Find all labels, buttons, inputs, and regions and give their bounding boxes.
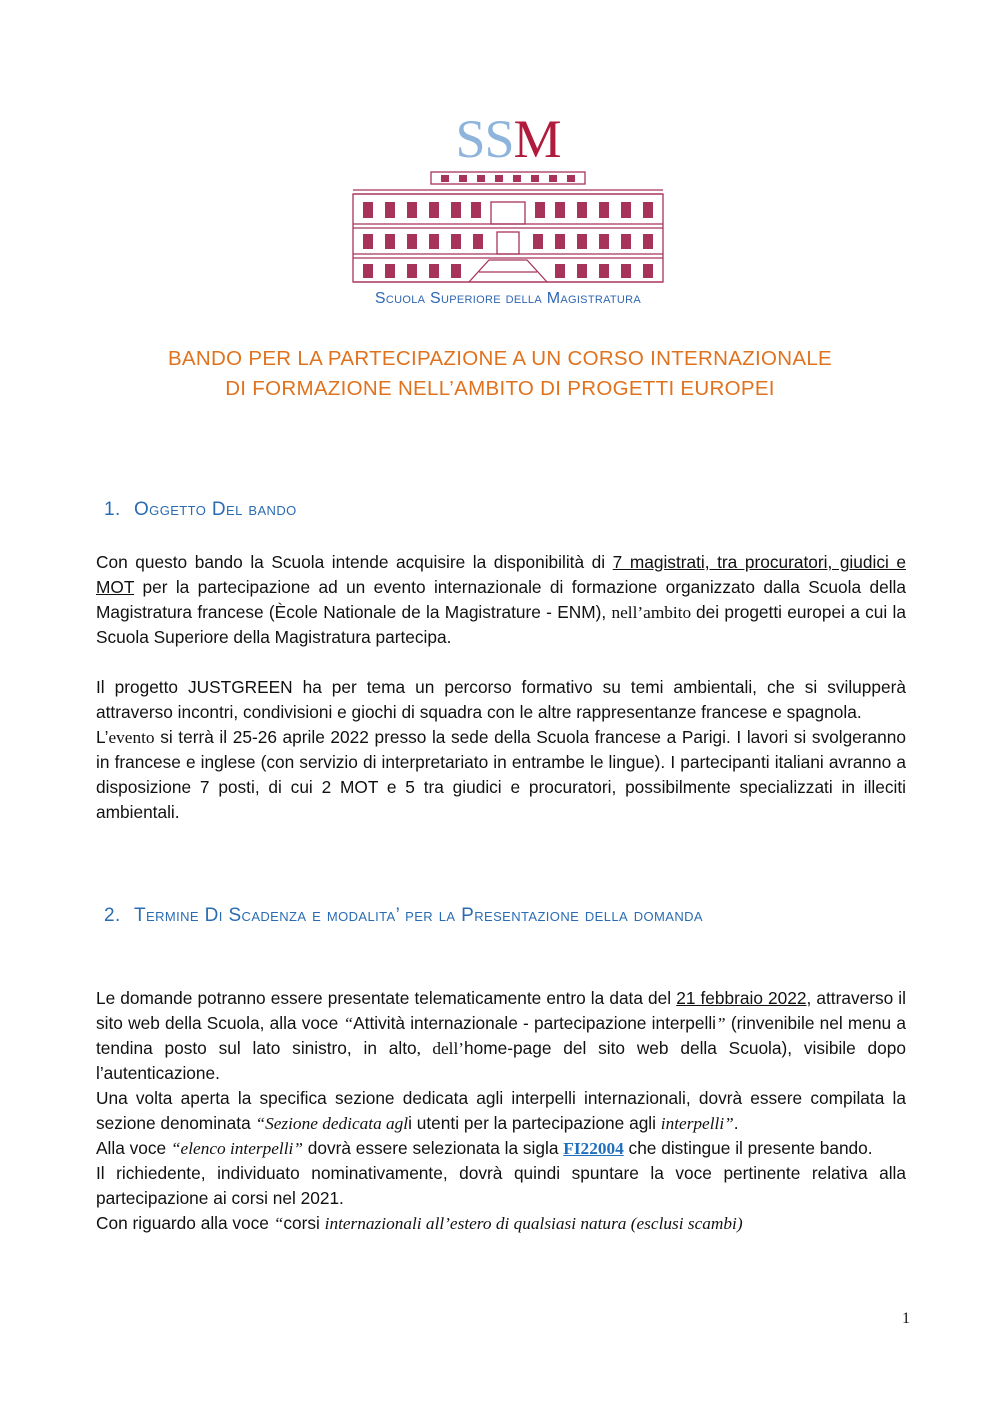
section-1-heading xyxy=(104,497,906,523)
s2p1-menu-item: Attività internazionale - partecipazione interpelli xyxy=(353,1013,717,1033)
s2p3-italic-b: “elenco interpelli” xyxy=(170,1139,303,1158)
logo-school-name: Scuola Superiore della Magistratura xyxy=(374,290,642,307)
palace-building-icon xyxy=(349,168,667,288)
s1p3-text-a: L’ xyxy=(96,727,109,747)
s1p1-text-a: Con questo bando la Scuola intende acquisire la disponibilità di xyxy=(96,552,613,572)
bando-title xyxy=(60,344,940,404)
s2p1-open-quote: “ xyxy=(343,1014,354,1033)
s1p3-text-c: si terrà il 25-26 aprile 2022 presso la sede della Scuola francese a Parigi. I lavori si svolgeranno in francese e inglese (con servizio di interpretariato in entrambe le lingue). I partecipanti italiani avranno a disposizione 7 posti, di cui 2 MOT e 5 tra giudici e procuratori, possibilmente specializzati in illeciti ambientali. xyxy=(96,727,906,822)
section-2-heading xyxy=(104,903,906,929)
logo-mark-m: M xyxy=(513,109,561,169)
section-2-body xyxy=(96,986,906,1236)
section-2-number: 2. xyxy=(104,905,121,926)
section-1-body xyxy=(96,550,906,825)
s2p5-text-a: Con riguardo alla voce xyxy=(96,1213,274,1233)
logo-mark xyxy=(348,109,668,169)
section-2-title: Termine Di Scadenza e modalita’ per la Presentazione della domanda xyxy=(134,905,703,926)
s2p5-italic-d: internazionali all’estero di qualsiasi natura (esclusi scambi) xyxy=(324,1214,743,1233)
s2p2-italic-d: interpelli” xyxy=(660,1114,734,1133)
section-1-paragraph-2: Il progetto JUSTGREEN ha per tema un percorso formativo su temi ambientali, che si svilupperà attraverso incontri, condivisioni e giochi di squadra con le altre rappresentanze francese e spagnola. xyxy=(96,677,906,722)
section-2-paragraph-4: Il richiedente, individuato nominativamente, dovrà quindi spuntare la voce pertinente relativa alla partecipazione ai corsi nel 2021. xyxy=(96,1163,906,1208)
s2p1-text-h: home-page del sito web della Scuola), visibile dopo l’autenticazione. xyxy=(96,1038,906,1083)
page-number: 1 xyxy=(902,1310,910,1327)
s1p1-text-d: dei progetti europei a cui la Scuola Superiore della Magistratura partecipa. xyxy=(96,602,906,647)
s1p3-text-b: evento xyxy=(108,728,155,747)
s2p1-text-b: , attraverso il sito web della Scuola, alla voce xyxy=(96,988,906,1033)
s2p1-text-g: , dell’ xyxy=(416,1039,464,1058)
s2p3-text-c: dovrà essere selezionata la sigla xyxy=(302,1138,564,1158)
s2p2-italic-b: “Sezione dedicata agl xyxy=(255,1114,409,1133)
ssm-logo xyxy=(348,109,668,312)
section-2-paragraph-3 xyxy=(96,1136,906,1161)
bando-title-line-1: BANDO PER LA PARTECIPAZIONE A UN CORSO INTERNAZIONALE xyxy=(167,347,833,370)
section-2-paragraph-1 xyxy=(96,986,906,1086)
s2p1-text-f: (rinvenibile nel menu a tendina posto sul lato sinistro, in alto xyxy=(96,1013,907,1058)
section-1-title: Oggetto Del bando xyxy=(134,499,297,520)
s2p3-text-d: che distingue il presente bando. xyxy=(623,1138,873,1158)
section-1-paragraph-1 xyxy=(96,550,906,650)
s2p2-text-a: Una volta aperta la specifica sezione dedicata agli interpelli internazionali, dovrà essere compilata la sezione denominata xyxy=(96,1088,906,1133)
s2p3-text-a: Alla voce xyxy=(96,1138,171,1158)
s2p5-text-c: corsi xyxy=(283,1213,325,1233)
s1p1-underlined-magistrati: 7 magistrati, tra procuratori, giudici e MOT xyxy=(96,552,906,597)
section-1-number: 1. xyxy=(104,499,121,520)
s1p1-text-b: per la partecipazione ad un evento internazionale di formazione organizzato dalla Scuola della Magistratura francese (Ècole Nationale de la Magistrature - ENM), xyxy=(96,577,906,622)
section-2-paragraph-5 xyxy=(96,1211,906,1236)
s2p2-text-e: . xyxy=(733,1113,739,1133)
s2p1-close-quote: ” xyxy=(716,1014,726,1033)
s2p2-text-c: i utenti per la partecipazione agli xyxy=(408,1113,661,1133)
s2p1-deadline-date: 21 febbraio 2022 xyxy=(676,988,807,1008)
s1p1-text-c: nell’ambito xyxy=(611,603,696,622)
section-1-paragraph-3 xyxy=(96,725,906,825)
s2p5-open-quote: “ xyxy=(273,1214,284,1233)
s2p1-text-a: Le domande potranno essere presentate telematicamente entro la data del xyxy=(96,988,677,1008)
logo-mark-ss: SS xyxy=(455,109,514,169)
bando-title-line-2: DI FORMAZIONE NELL’AMBITO DI PROGETTI EUROPEI xyxy=(225,377,775,400)
section-2-paragraph-2 xyxy=(96,1086,906,1136)
fi22004-link[interactable]: FI22004 xyxy=(563,1139,624,1158)
